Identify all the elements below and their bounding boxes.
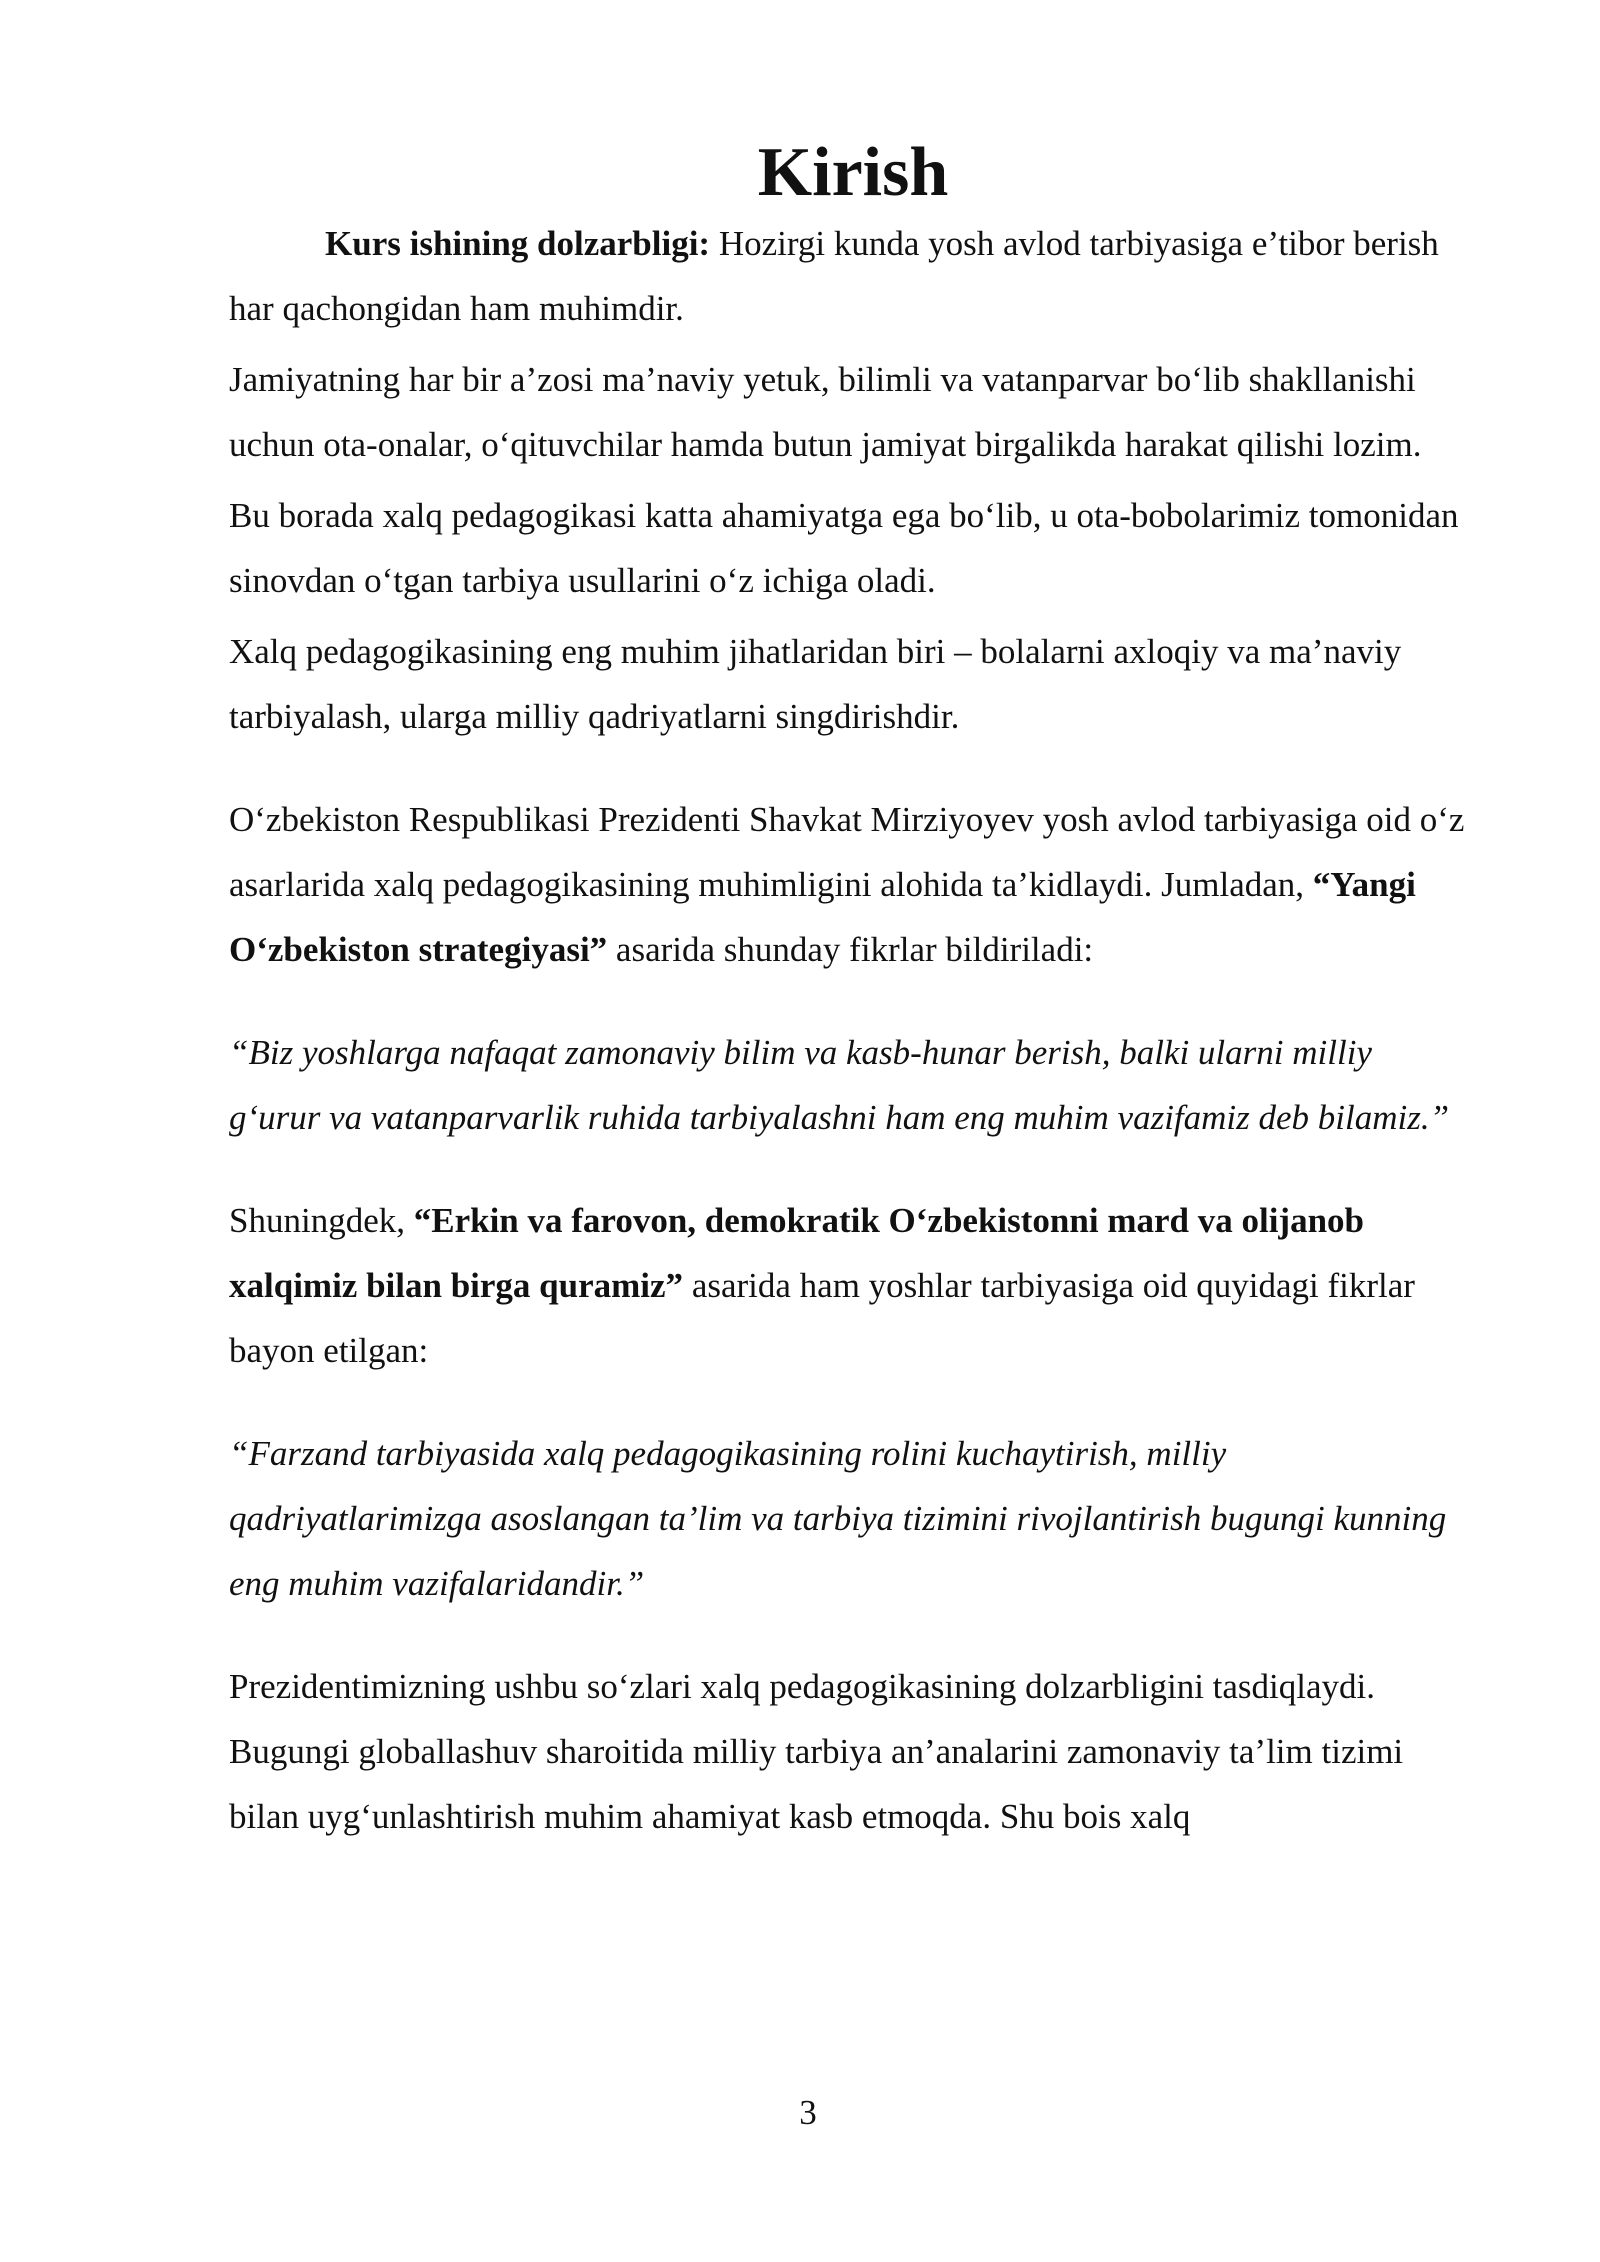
- section-title: Kirish: [757, 134, 949, 211]
- second-book-text-after: asarida ham yoshlar tarbiyasiga oid quyidagi fikrlar bayon etilgan:: [229, 1266, 1415, 1370]
- document-body: [229, 134, 1469, 1849]
- relevance-text: Hozirgi kunda yosh avlod tarbiyasiga e’tibor berish har qachongidan ham muhimdir.: [229, 224, 1439, 328]
- page-number: 3: [799, 2093, 817, 2132]
- second-book-text-before: Shuningdek,: [229, 1201, 414, 1240]
- paragraph-relevance: [229, 211, 1469, 341]
- president-text-after: asarida shunday fikrlar bildiriladi:: [607, 930, 1094, 969]
- quote-upbringing: “Farzand tarbiyasida xalq pedagogikasining rolini kuchaytirish, milliy qadriyatlarimizga asoslangan ta’lim va tarbiya tizimini rivojlantirish bugungi kunning eng muhim vazifalaridandir.”: [229, 1434, 1447, 1603]
- relevance-lead: Kurs ishining dolzarbligi:: [325, 224, 711, 263]
- book-title-strategy: “Yangi O‘zbekiston strategiyasi”: [229, 865, 1416, 969]
- paragraph-folk-pedagogy: Bu borada xalq pedagogikasi katta ahamiyatga ega bo‘lib, u ota-bobolarimiz tomonidan sinovdan o‘tgan tarbiya usullarini o‘z ichiga oladi.: [229, 496, 1459, 600]
- president-text-before: O‘zbekiston Respublikasi Prezidenti Shavkat Mirziyoyev yosh avlod tarbiyasiga oid o‘z asarlarida xalq pedagogikasining muhimligini alohida ta’kidlaydi. Jumladan,: [229, 800, 1465, 904]
- paragraph-society: Jamiyatning har bir a’zosi ma’naviy yetuk, bilimli va vatanparvar bo‘lib shakllanishi uchun ota-onalar, o‘qituvchilar hamda butun jamiyat birgalikda harakat qilishi lozim.: [229, 360, 1422, 464]
- paragraph-president: [229, 787, 1469, 982]
- paragraph-moral-education: Xalq pedagogikasining eng muhim jihatlaridan biri – bolalarni axloqiy va ma’naviy tarbiyalash, ularga milliy qadriyatlarni singdirishdir.: [229, 632, 1402, 736]
- quote-strategy: “Biz yoshlarga nafaqat zamonaviy bilim va kasb-hunar berish, balki ularni milliy g‘urur va vatanparvarlik ruhida tarbiyalashni ham eng muhim vazifamiz deb bilamiz.”: [229, 1033, 1450, 1137]
- paragraph-conclusion: Prezidentimizning ushbu so‘zlari xalq pedagogikasining dolzarbligini tasdiqlaydi. Bugungi globallashuv sharoitida milliy tarbiya an’analarini zamonaviy ta’lim tizimi bilan uyg‘unlashtirish muhim ahamiyat kasb etmoqda. Shu bois xalq: [229, 1667, 1404, 1836]
- book-title-free-uzbekistan: “Erkin va farovon, demokratik O‘zbekistonni mard va olijanob xalqimiz bilan birga quramiz”: [229, 1201, 1365, 1305]
- paragraph-second-book: [229, 1188, 1469, 1383]
